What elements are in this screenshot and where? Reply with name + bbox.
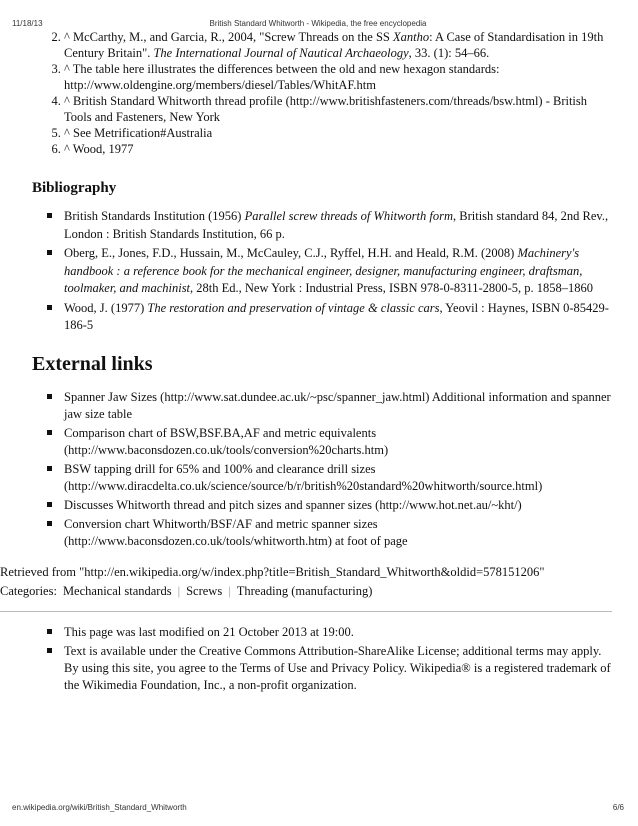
footer-divider xyxy=(0,611,612,612)
reference-item: 3. ^ The table here illustrates the differences between the old and new hexagon standards: http://www.oldengine.org/members/diesel/Tables/WhitAF.htm xyxy=(64,61,612,93)
article-content xyxy=(0,29,612,696)
last-modified-note: This page was last modified on 21 October 2013 at 19:00. xyxy=(64,624,612,641)
external-link-item[interactable]: Discusses Whitworth thread and pitch sizes and spanner sizes (http://www.hot.net.au/~kht/) xyxy=(64,497,612,514)
print-header xyxy=(12,16,624,26)
reference-item: 6. ^ Wood, 1977 xyxy=(64,141,612,157)
print-date: 11/18/13 xyxy=(12,19,43,28)
external-links-heading: External links xyxy=(32,352,153,375)
retrieved-from: Retrieved from "http://en.wikipedia.org/w/index.php?title=British_Standard_Whitworth&oldid=578151206" xyxy=(0,564,545,579)
print-footer xyxy=(12,800,624,810)
print-title: British Standard Whitworth - Wikipedia, the free encyclopedia xyxy=(209,19,427,28)
external-link-item[interactable]: Spanner Jaw Sizes (http://www.sat.dundee.ac.uk/~psc/spanner_jaw.html) Additional information and spanner jaw size table xyxy=(64,389,611,421)
external-links-list xyxy=(32,389,612,550)
bibliography-link[interactable]: Machinery's handbook : a reference book for the mechanical engineer, designer, manufacturing engineer, draftsman, toolmaker, and machinist xyxy=(64,246,583,295)
reference-item: 4. ^ British Standard Whitworth thread profile (http://www.britishfasteners.com/threads/bsw.html) - British Tools and Fasteners, New York xyxy=(64,93,612,125)
reference-item: 5. ^ See Metrification#Australia xyxy=(64,125,612,141)
references-list xyxy=(32,29,612,157)
external-link-item[interactable]: Comparison chart of BSW,BSF.BA,AF and metric equivalents (http://www.baconsdozen.co.uk/tools/conversion%20charts.htm) xyxy=(64,425,612,459)
bibliography-heading: Bibliography xyxy=(32,180,117,196)
category-separator: | xyxy=(228,583,231,598)
print-url: en.wikipedia.org/wiki/British_Standard_Whitworth xyxy=(12,803,187,812)
categories-label: Categories: xyxy=(0,583,57,598)
reference-item: 2. ^ McCarthy, M., and Garcia, R., 2004, "Screw Threads on the SS Xantho: A Case of Standardisation in 19th Century Britain". The International Journal of Nautical Archaeology, 33. (1): 54–66. xyxy=(64,29,612,61)
categories-bar xyxy=(0,583,612,599)
external-link-item[interactable]: BSW tapping drill for 65% and 100% and clearance drill sizes (http://www.diracdelta.co.uk/science/source/b/r/british%20standard%20whitworth/source.html) xyxy=(64,461,612,495)
page-number: 6/6 xyxy=(612,803,624,812)
category-link[interactable]: Mechanical standards xyxy=(62,583,172,598)
license-note: Text is available under the Creative Commons Attribution-ShareAlike License; additional terms may apply. By using this site, you agree to the Terms of Use and Privacy Policy. Wikipedia® is a registered trademark of the Wikimedia Foundation, Inc., a non-profit organization. xyxy=(64,643,611,692)
bibliography-item: Oberg, E., Jones, F.D., Hussain, M., McCauley, C.J., Ryffel, H.H. and Heald, R.M. (2008) Machinery's handbook : a reference book for the mechanical engineer, designer, manufacturing engineer, draftsman, toolmaker, and machinist, 28th Ed., New York : Industrial Press, ISBN 978-0-8311-2800-5, p. 1858–1860 xyxy=(64,245,612,298)
bibliography-list xyxy=(32,208,612,335)
page-footer-list xyxy=(32,624,612,694)
category-link[interactable]: Threading (manufacturing) xyxy=(236,583,373,598)
external-link-item[interactable]: Conversion chart Whitworth/BSF/AF and metric spanner sizes (http://www.baconsdozen.co.uk/tools/whitworth.htm) at foot of page xyxy=(64,516,612,550)
bibliography-item: Wood, J. (1977) The restoration and preservation of vintage & classic cars, Yeovil : Haynes, ISBN 0-85429-186-5 xyxy=(64,300,612,335)
category-link[interactable]: Screws xyxy=(186,583,223,598)
bibliography-item: British Standards Institution (1956) Parallel screw threads of Whitworth form, British standard 84, 2nd Rev., London : British Standards Institution, 66 p. xyxy=(64,208,612,243)
category-separator: | xyxy=(177,583,181,598)
reference-link[interactable]: Xantho xyxy=(392,30,430,44)
